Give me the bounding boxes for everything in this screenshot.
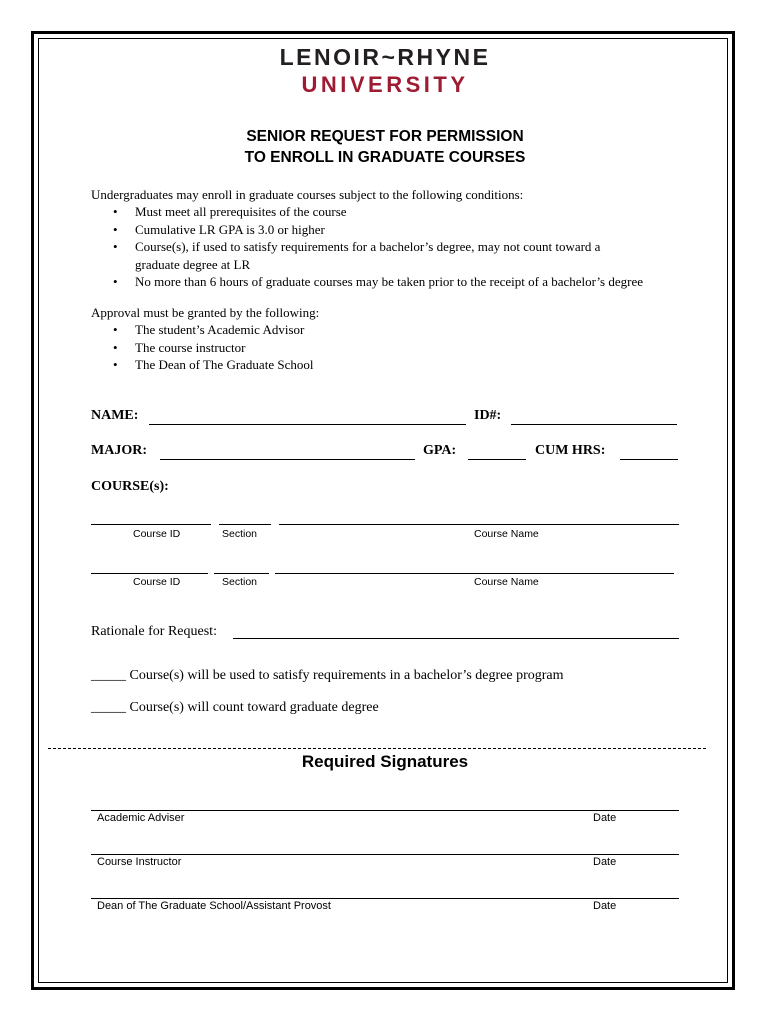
list-item: • The course instructor (113, 339, 246, 355)
courses-label: COURSE(s): (91, 479, 169, 494)
section-caption: Section (222, 528, 258, 540)
gpa-field[interactable] (468, 459, 526, 460)
option-bachelor-requirement[interactable]: _____ Course(s) will be used to satisfy requirements in a bachelor’s degree program (91, 668, 564, 683)
date-label: Date (593, 900, 617, 912)
cum-hrs-label: CUM HRS: (535, 443, 606, 458)
rationale-label: Rationale for Request: (91, 624, 217, 639)
list-item: • No more than 6 hours of graduate courses may be taken prior to the receipt of a bachelor’s degree (113, 274, 644, 289)
course-id-field[interactable] (91, 573, 208, 574)
course-name-field[interactable] (275, 573, 674, 574)
signature-label-adviser: Academic Adviser (97, 812, 185, 824)
course-id-caption: Course ID (133, 576, 181, 588)
signatures-title: Required Signatures (301, 752, 469, 771)
list-item: • Cumulative LR GPA is 3.0 or higher (113, 221, 325, 237)
course-id-field[interactable] (91, 524, 211, 525)
logo-line-2: UNIVERSITY (301, 72, 469, 97)
signature-line-adviser[interactable] (91, 810, 679, 811)
gpa-label: GPA: (423, 443, 457, 458)
course-name-caption: Course Name (474, 528, 539, 540)
list-item: • The student’s Academic Advisor (113, 322, 305, 337)
date-label: Date (593, 856, 617, 868)
course-name-caption: Course Name (474, 576, 539, 588)
major-field[interactable] (160, 459, 415, 460)
section-field[interactable] (214, 573, 269, 574)
course-id-caption: Course ID (133, 528, 181, 540)
section-caption: Section (222, 576, 258, 588)
conditions-intro: Undergraduates may enroll in graduate courses subject to the following conditions: (91, 187, 524, 202)
list-item: • Must meet all prerequisites of the course (113, 204, 347, 219)
signature-label-instructor: Course Instructor (97, 856, 182, 868)
approval-list (91, 321, 313, 374)
rationale-field[interactable] (233, 638, 679, 639)
cum-hrs-field[interactable] (620, 459, 678, 460)
signature-label-dean: Dean of The Graduate School/Assistant Provost (97, 900, 331, 912)
major-label: MAJOR: (91, 443, 147, 458)
id-label: ID#: (474, 408, 502, 423)
form-title-line-1: SENIOR REQUEST FOR PERMISSION (246, 128, 524, 145)
logo-line-1: LENOIR~RHYNE (279, 44, 491, 70)
date-label: Date (593, 812, 617, 824)
page-border (31, 31, 735, 990)
signature-line-dean[interactable] (91, 898, 679, 899)
conditions-list (91, 203, 643, 291)
approval-intro: Approval must be granted by the following: (91, 305, 320, 320)
section-field[interactable] (219, 524, 271, 525)
list-item: • Course(s), if used to satisfy requirements for a bachelor’s degree, may not count toward a (113, 239, 601, 254)
list-item: • The Dean of The Graduate School (113, 357, 314, 372)
name-label: NAME: (91, 408, 139, 423)
name-field[interactable] (149, 424, 466, 425)
course-name-field[interactable] (279, 524, 679, 525)
id-field[interactable] (511, 424, 677, 425)
option-graduate-degree[interactable]: _____ Course(s) will count toward graduate degree (91, 700, 379, 715)
form-title-line-2: TO ENROLL IN GRADUATE COURSES (244, 149, 526, 166)
section-divider (48, 748, 706, 749)
signature-line-instructor[interactable] (91, 854, 679, 855)
list-item: graduate degree at LR (135, 256, 251, 272)
